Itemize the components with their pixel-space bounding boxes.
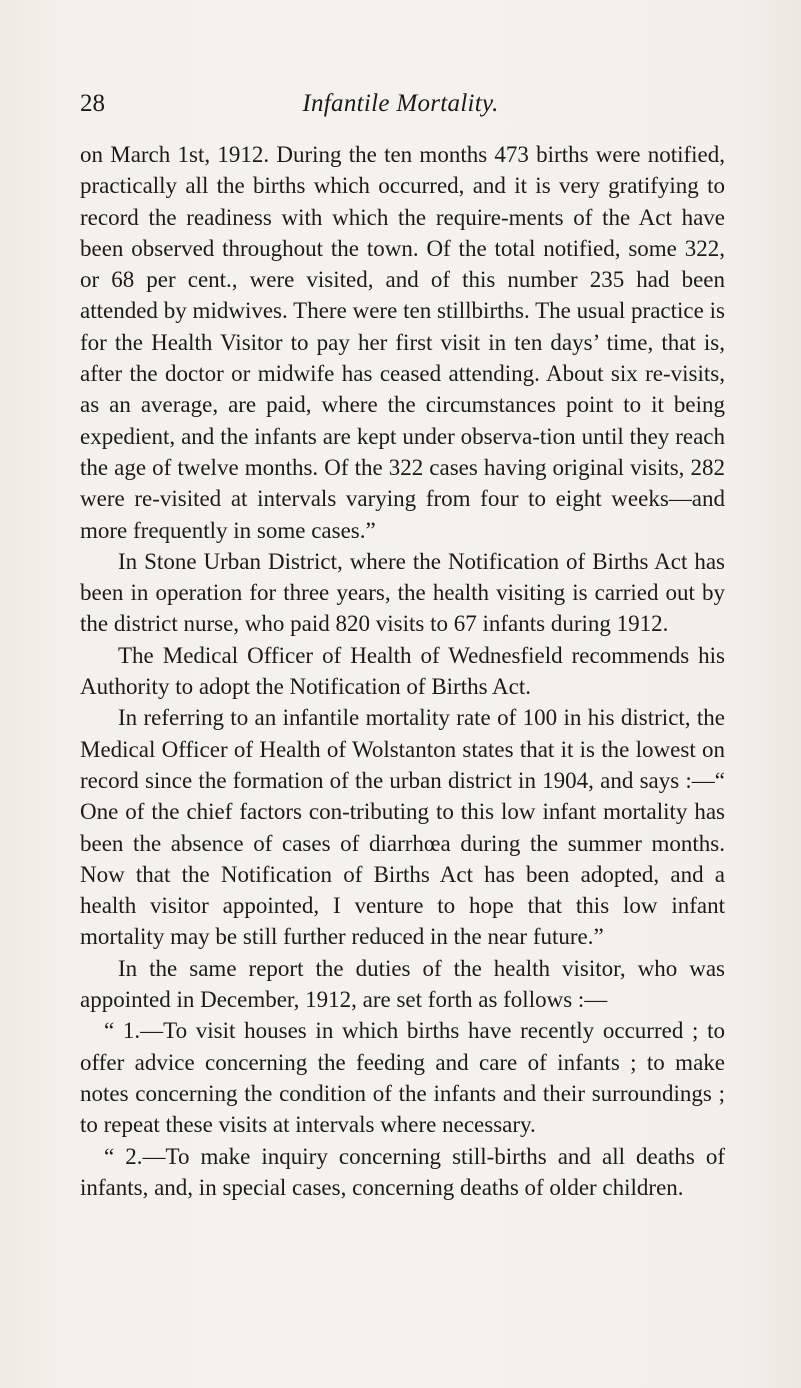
running-head: Infantile Mortality.	[302, 90, 499, 117]
page-number: 28	[80, 90, 105, 117]
paragraph-stone: In Stone Urban District, where the Notification of Births Act has been in operation for three years, the health visiting is carried out by the district nurse, who paid 820 visits to 67 infants during 1912.	[80, 548, 725, 637]
paragraph-duty-1: “ 1.—To visit houses in which births have recently occurred ; to offer advice concerning the feeding and care of infants ; to make notes concerning the condition of the infants and their surroundings ; to repeat these visits at intervals where necessary.	[80, 1018, 725, 1138]
paragraph-duties-intro: In the same report the duties of the health visitor, who was appointed in December, 1912, are set forth as follows :—	[80, 955, 725, 1013]
paragraph-wednesfield: The Medical Officer of Health of Wednesfield recommends his Authority to adopt the Notification of Births Act.	[80, 642, 725, 700]
body-text	[80, 139, 725, 1203]
paragraph-continuation: on March 1st, 1912. During the ten months 473 births were notified, practically all the births which occurred, and it is very gratifying to record the readiness with which the require-ments of the Act have been observed throughout the town. Of the total notified, some 322, or 68 per cent., were visited, and of this number 235 had been attended by midwives. There were ten stillbirths. The usual practice is for the Health Visitor to pay her first visit in ten days’ time, that is, after the doctor or midwife has ceased attending. About six re-visits, as an average, are paid, where the circumstances point to it being expedient, and the infants are kept under observa-tion until they reach the age of twelve months. Of the 322 cases having original visits, 282 were re-visited at intervals varying from four to eight weeks—and more frequently in some cases.”	[80, 142, 725, 543]
paragraph-wolstanton: In referring to an infantile mortality rate of 100 in his district, the Medical Officer of Health of Wolstanton states that it is the lowest on record since the formation of the urban district in 1904, and says :—“ One of the chief factors con-tributing to this low infant mortality has been the absence of cases of diarrhœa during the summer months. Now that the Notification of Births Act has been adopted, and a health visitor appointed, I venture to hope that this low infant mortality may be still further reduced in the near future.”	[80, 705, 725, 950]
paragraph-duty-2: “ 2.—To make inquiry concerning still-births and all deaths of infants, and, in special cases, concerning deaths of older children.	[80, 1143, 725, 1200]
page-header	[0, 84, 801, 124]
